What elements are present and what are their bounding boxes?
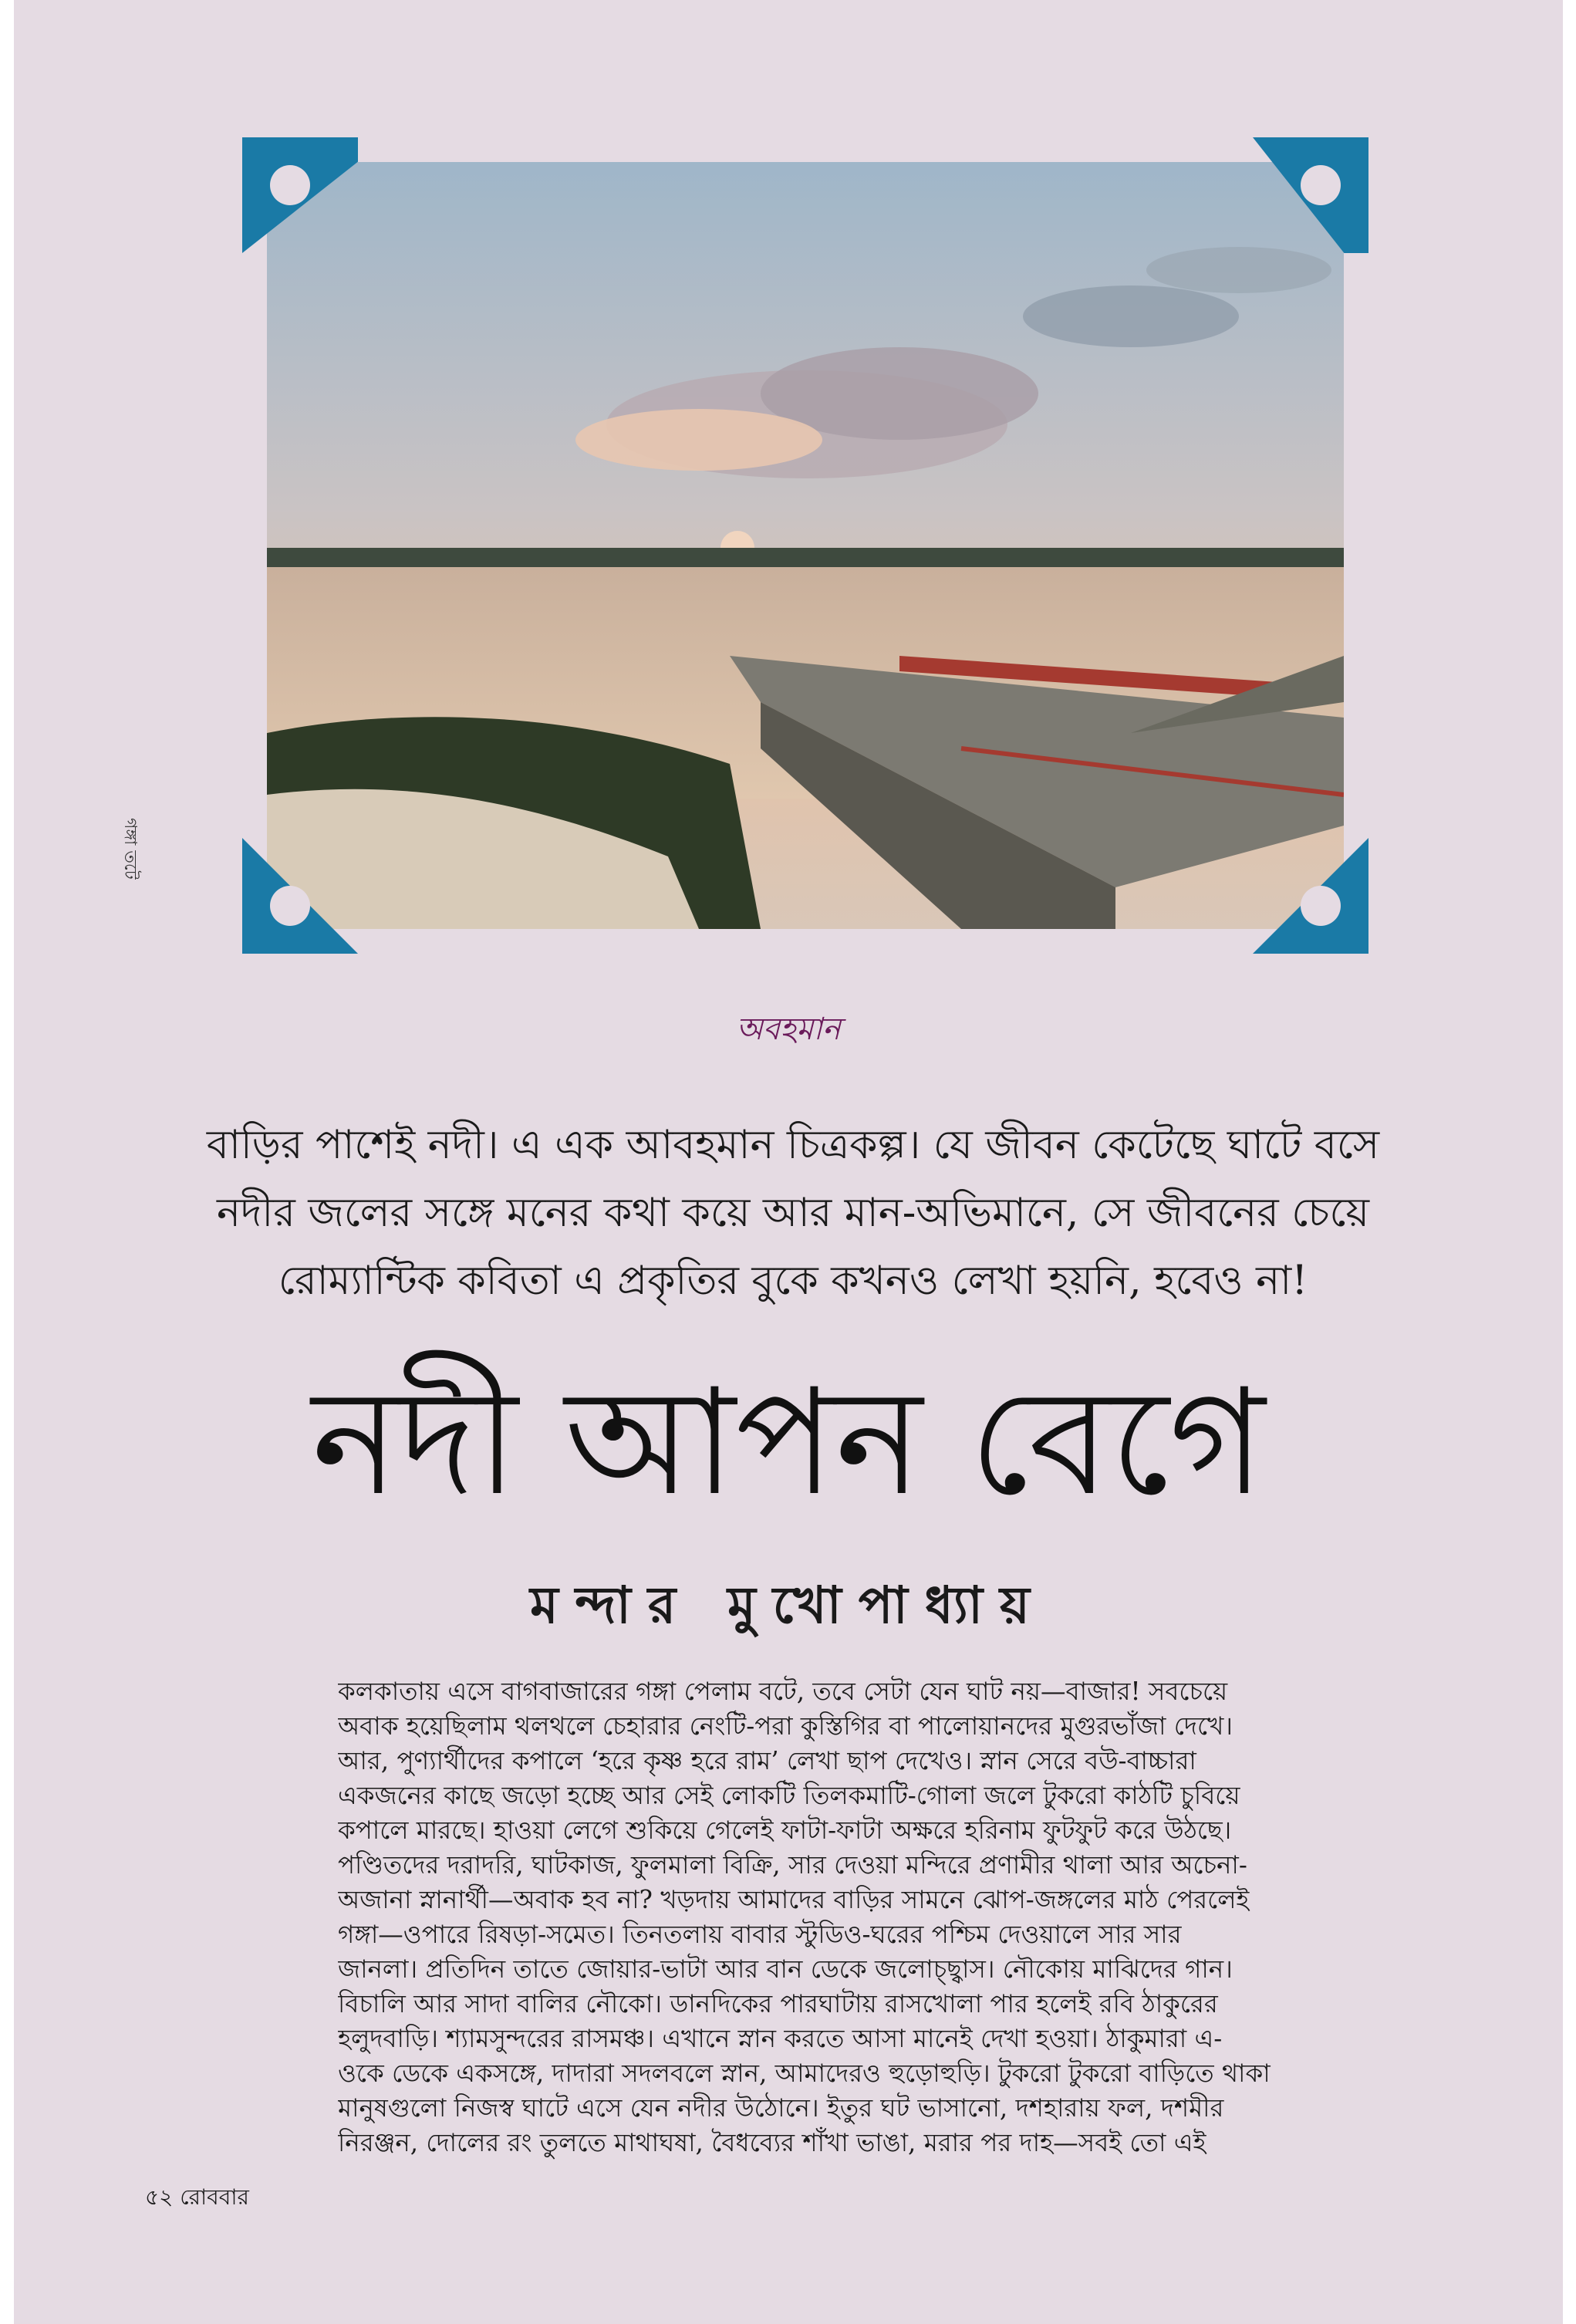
intro-line: বাড়ির পাশেই নদী। এ এক আবহমান চিত্রকল্প। যে জীবন কেটেছে ঘাটে বসে	[206, 1122, 1380, 1168]
body-line: একজনের কাছে জড়ো হচ্ছে আর সেই লোকটি তিলকমাটি-গোলা জলে টুকরো কাঠটি চুবিয়ে	[338, 1781, 1240, 1810]
body-line: আর, পুণ্যার্থীদের কপালে ‘হরে কৃষ্ণ হরে রাম’ লেখা ছাপ দেখেও। স্নান সেরে বউ-বাচ্চারা	[338, 1746, 1196, 1775]
body-line: কলকাতায় এসে বাগবাজারের গঙ্গা পেলাম বটে, তবে সেটা যেন ঘাট নয়—বাজার! সবচেয়ে	[338, 1677, 1228, 1706]
article-title: নদী আপন বেগে	[311, 1357, 1266, 1528]
photo-corner-top-left	[242, 137, 358, 253]
photo-corner-bottom-left	[242, 838, 358, 954]
body-line: অজানা স্নানার্থী—অবাক হব না? খড়দায় আমাদের বাড়ির সামনে ঝোপ-জঙ্গলের মাঠ পেরলেই	[338, 1885, 1250, 1914]
photo-corner-bottom-right	[1253, 838, 1368, 954]
body-line: গঙ্গা—ওপারে রিষড়া-সমেত। তিনতলায় বাবার স্টুডিও-ঘরের পশ্চিম দেওয়ালে সার সার	[338, 1920, 1182, 1949]
body-line: নিরঞ্জন, দোলের রং তুলতে মাথাঘষা, বৈধব্যের শাঁখা ভাঙা, মরার পর দাহ—সবই তো এই	[338, 2128, 1206, 2157]
body-line: পণ্ডিতদের দরাদরি, ঘাটকাজ, ফুলমালা বিক্রি, সার দেওয়া মন্দিরে প্রণামীর থালা আর অচেনা-	[338, 1850, 1247, 1880]
body-line: ওকে ডেকে একসঙ্গে, দাদারা সদলবলে স্নান, আমাদেরও হুড়োহুড়ি। টুকরো টুকরো বাড়িতে থাকা	[338, 2059, 1271, 2088]
body-line: কপালে মারছে। হাওয়া লেগে শুকিয়ে গেলেই ফাটা-ফাটা অক্ষরে হরিনাম ফুটফুট করে উঠছে।	[338, 1816, 1232, 1845]
page-folio: ৫২ রোববার	[145, 2184, 249, 2210]
body-line: হলুদবাড়ি। শ্যামসুন্দরের রাসমঞ্চ। এখানে স্নান করতে আসা মানেই দেখা হওয়া। ঠাকুমারা এ-	[338, 2024, 1223, 2053]
body-line: জানলা। প্রতিদিন তাতে জোয়ার-ভাটা আর বান ডেকে জলোচ্ছ্বাস। নৌকোয় মাঝিদের গান।	[338, 1954, 1233, 1984]
photo-credit: গঙ্গা তটে	[120, 818, 140, 880]
intro-line: রোম্যান্টিক কবিতা এ প্রকৃতির বুকে কখনও লেখা হয়নি, হবেও না!	[278, 1258, 1308, 1304]
article-author: মন্দার মুখোপাধ্যায়	[530, 1575, 1047, 1635]
river-sunset-photo	[267, 162, 1344, 929]
section-tag: অবহমান	[736, 1012, 841, 1047]
magazine-page	[14, 0, 1563, 2324]
article-body	[338, 1674, 1279, 2160]
photo-corner-top-right	[1253, 137, 1368, 253]
photo-frame	[242, 137, 1368, 954]
intro-blurb	[160, 1111, 1426, 1315]
body-line: অবাক হয়েছিলাম থলথলে চেহারার নেংটি-পরা কুস্তিগির বা পালোয়ানদের মুগুরভাঁজা দেখে।	[338, 1711, 1233, 1741]
intro-line: নদীর জলের সঙ্গে মনের কথা কয়ে আর মান-অভিমানে, সে জীবনের চেয়ে	[217, 1190, 1369, 1236]
body-line: মানুষগুলো নিজস্ব ঘাটে এসে যেন নদীর উঠোনে। ইতুর ঘট ভাসানো, দশহারায় ফল, দশমীর	[338, 2093, 1224, 2123]
body-line: বিচালি আর সাদা বালির নৌকো। ডানদিকের পারঘাটায় রাসখোলা পার হলেই রবি ঠাকুরের	[338, 1989, 1218, 2018]
